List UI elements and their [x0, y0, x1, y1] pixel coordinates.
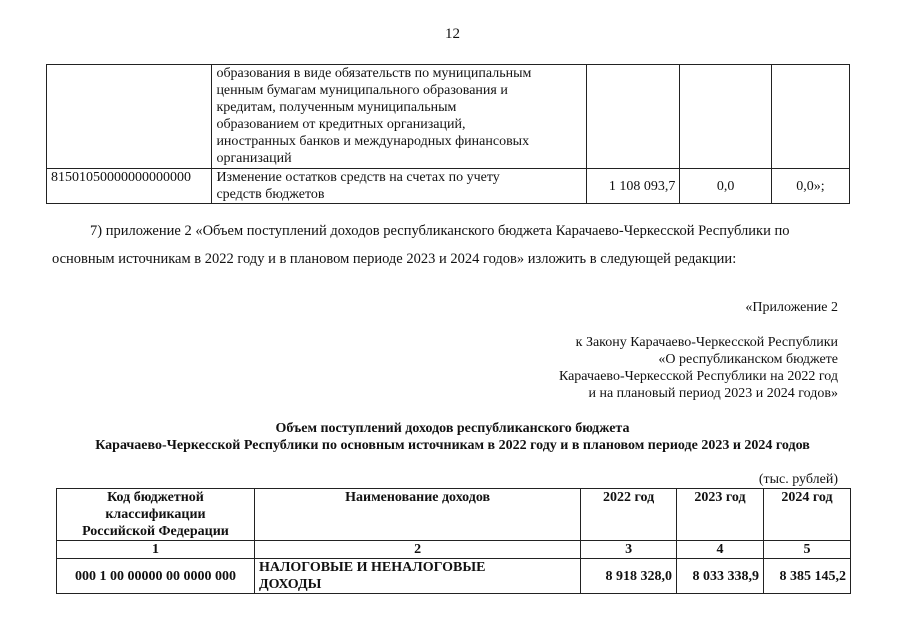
law-line: «О республиканском бюджете — [658, 352, 838, 367]
name-cell — [212, 65, 586, 169]
revenue-table — [56, 488, 851, 594]
column-header-2024: 2024 год — [763, 489, 850, 541]
name-line: образованием от кредитных организаций, — [216, 117, 466, 132]
name-cell — [212, 169, 586, 204]
value-2024-cell: 8 385 145,2 — [763, 559, 850, 594]
name-line: ДОХОДЫ — [258, 577, 322, 592]
value-2024-cell: 0,0»; — [771, 169, 849, 204]
name-line: Изменение остатков средств на счетах по учету — [216, 170, 500, 185]
value-2023-cell: 0,0 — [680, 169, 772, 204]
document-subtitle: Карачаево-Черкесской Республики по основным источникам в 2022 году и в плановом периоде 2023 и 2024 годов — [95, 438, 810, 453]
law-line: Карачаево-Черкесской Республики на 2022 год — [558, 369, 838, 384]
value-2022-cell: 1 108 093,7 — [586, 169, 680, 204]
column-index: 5 — [763, 541, 850, 559]
name-line: средств бюджетов — [216, 187, 325, 202]
value-2024-cell — [771, 65, 849, 169]
table-header-row — [57, 489, 851, 541]
law-line: и на плановый период 2023 и 2024 годов» — [588, 386, 838, 401]
table-row — [47, 65, 850, 169]
document-title: Объем поступлений доходов республиканского бюджета — [275, 421, 630, 436]
page-number: 12 — [445, 26, 460, 42]
header-line: Российской Федерации — [82, 524, 229, 539]
code-cell: 000 1 00 00000 00 0000 000 — [57, 559, 255, 594]
law-line: к Закону Карачаево-Черкесской Республики — [575, 335, 838, 350]
column-index: 3 — [581, 541, 677, 559]
name-line: образования в виде обязательств по муниципальным — [216, 66, 532, 81]
column-header-2022: 2022 год — [581, 489, 677, 541]
code-cell: 81501050000000000000 — [47, 169, 212, 204]
column-index-row — [57, 541, 851, 559]
name-line: иностранных банков и международных финансовых — [216, 134, 530, 149]
value-2023-cell: 8 033 338,9 — [676, 559, 763, 594]
header-line: классификации — [105, 507, 206, 522]
name-line: организаций — [216, 151, 292, 166]
name-line: кредитам, полученным муниципальным — [216, 100, 457, 115]
column-index: 1 — [57, 541, 255, 559]
table-row — [47, 169, 850, 204]
column-header-code — [57, 489, 255, 541]
paragraph-line: 7) приложение 2 «Объем поступлений доходов республиканского бюджета Карачаево-Черкесской Республики по — [90, 223, 790, 239]
code-cell — [47, 65, 212, 169]
value-2022-cell — [586, 65, 680, 169]
paragraph-line: основным источникам в 2022 году и в плановом периоде 2023 и 2024 годов» изложить в следующей редакции: — [52, 251, 737, 267]
appendix-label: «Приложение 2 — [745, 300, 838, 315]
name-line: НАЛОГОВЫЕ И НЕНАЛОГОВЫЕ — [258, 560, 486, 575]
table-row — [57, 559, 851, 594]
units-label: (тыс. рублей) — [758, 472, 838, 487]
continued-sources-table — [46, 64, 850, 204]
column-header-name: Наименование доходов — [254, 489, 580, 541]
column-index: 2 — [254, 541, 580, 559]
law-reference — [559, 334, 838, 402]
name-line: ценным бумагам муниципального образования и — [216, 83, 508, 98]
column-header-2023: 2023 год — [676, 489, 763, 541]
column-index: 4 — [676, 541, 763, 559]
value-2022-cell: 8 918 328,0 — [581, 559, 677, 594]
name-cell — [254, 559, 580, 594]
header-line: Код бюджетной — [107, 490, 204, 505]
value-2023-cell — [680, 65, 772, 169]
